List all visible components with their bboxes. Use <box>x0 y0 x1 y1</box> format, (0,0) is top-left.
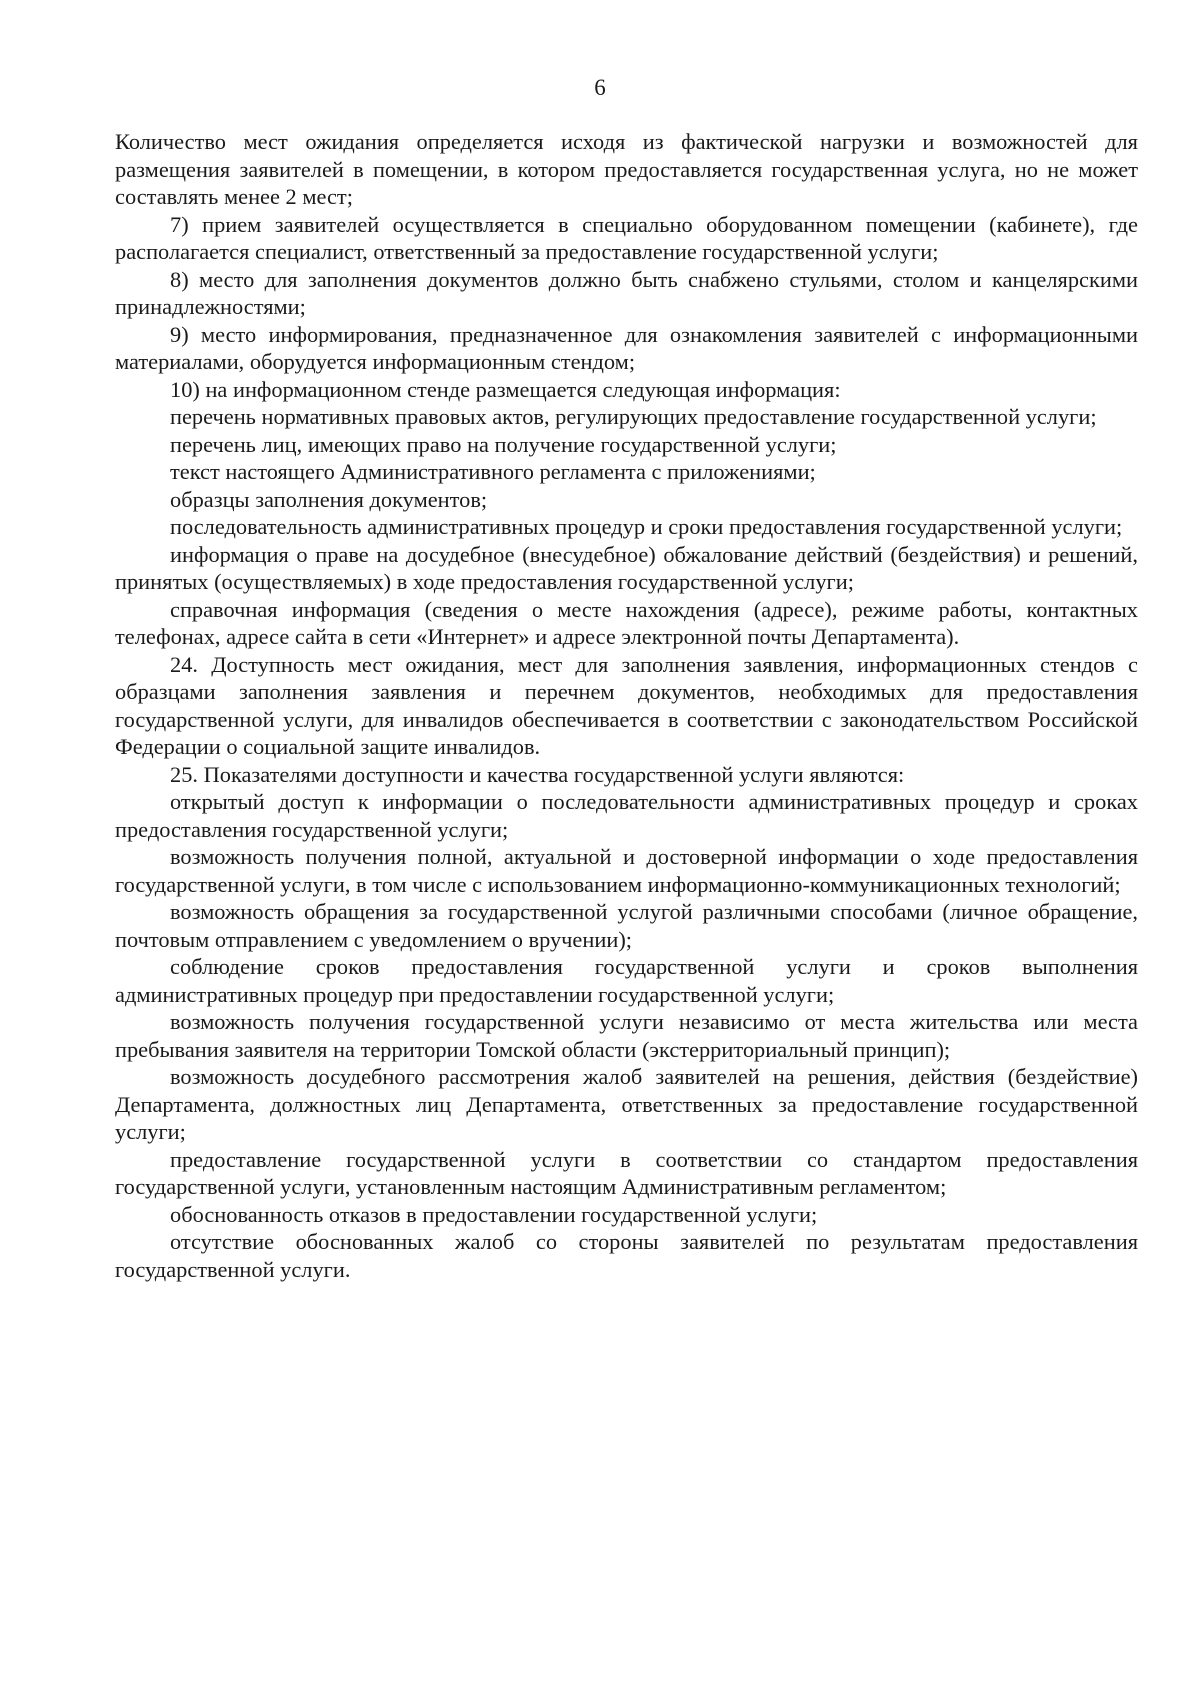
document-body <box>115 128 1138 1283</box>
paragraph-open-access: открытый доступ к информации о последовательности административных процедур и сроках предоставления государственной услуги; <box>115 789 1138 842</box>
paragraph-reference-info: справочная информация (сведения о месте нахождения (адресе), режиме работы, контактных телефонах, адресе сайта в сети «Интернет» и адресе электронной почты Департамента). <box>115 596 1138 649</box>
paragraph-waiting-places: Количество мест ожидания определяется исходя из фактической нагрузки и возможностей для размещения заявителей в помещении, в котором предоставляется государственная услуга, но не может составлять менее 2 мест; <box>115 129 1138 209</box>
paragraph-item-9: 9) место информирования, предназначенное для ознакомления заявителей с информационными материалами, оборудуется информационным стендом; <box>115 321 1138 374</box>
paragraph-section-24: 24. Доступность мест ожидания, мест для заполнения заявления, информационных стендов с образцами заполнения заявления и перечнем документов, необходимых для предоставления государственной услуги, для инвалидов обеспечивается в соответствии с законодательством Российской Федерации о социальной защите инвалидов. <box>115 651 1138 759</box>
paragraph-section-25: 25. Показателями доступности и качества государственной услуги являются: <box>170 761 905 787</box>
paragraph-appeal-right: информация о праве на досудебное (внесудебное) обжалование действий (бездействия) и решений, принятых (осуществляемых) в ходе предоставления государственной услуги; <box>115 541 1138 594</box>
paragraph-deadlines: соблюдение сроков предоставления государственной услуги и сроков выполнения административных процедур при предоставлении государственной услуги; <box>115 954 1138 1007</box>
paragraph-justified-refusals: обоснованность отказов в предоставлении государственной услуги; <box>170 1201 818 1227</box>
paragraph-no-complaints: отсутствие обоснованных жалоб со стороны заявителей по результатам предоставления государственной услуги. <box>115 1229 1138 1282</box>
paragraph-full-info: возможность получения полной, актуальной и достоверной информации о ходе предоставления государственной услуги, в том числе с использованием информационно-коммуникационных технологий; <box>115 844 1138 897</box>
paragraph-eligible-persons: перечень лиц, имеющих право на получение государственной услуги; <box>170 431 837 457</box>
paragraph-request-methods: возможность обращения за государственной услугой различными способами (личное обращение, почтовым отправлением с уведомлением о вручении); <box>115 899 1138 952</box>
paragraph-pretrial-complaints: возможность досудебного рассмотрения жалоб заявителей на решения, действия (бездействие) Департамента, должностных лиц Департамента, ответственных за предоставление государственной услуги; <box>115 1064 1138 1144</box>
paragraph-procedures-sequence: последовательность административных процедур и сроки предоставления государственной услуги; <box>170 514 1123 539</box>
paragraph-item-7: 7) прием заявителей осуществляется в специально оборудованном помещении (кабинете), где располагается специалист, ответственный за предоставление государственной услуги; <box>115 211 1138 264</box>
paragraph-standard-compliance: предоставление государственной услуги в соответствии со стандартом предоставления государственной услуги, установленным настоящим Административным регламентом; <box>115 1146 1138 1199</box>
paragraph-item-10: 10) на информационном стенде размещается следующая информация: <box>170 376 841 402</box>
paragraph-regulation-text: текст настоящего Административного регламента с приложениями; <box>170 459 816 484</box>
page-number: 6 <box>594 75 606 100</box>
paragraph-legal-acts: перечень нормативных правовых актов, регулирующих предоставление государственной услуги; <box>170 404 1097 429</box>
paragraph-item-8: 8) место для заполнения документов должно быть снабжено стульями, столом и канцелярскими принадлежностями; <box>115 266 1138 319</box>
paragraph-document-samples: образцы заполнения документов; <box>170 486 488 512</box>
paragraph-extraterritorial: возможность получения государственной услуги независимо от места жительства или места пребывания заявителя на территории Томской области (экстерриториальный принцип); <box>115 1009 1138 1062</box>
